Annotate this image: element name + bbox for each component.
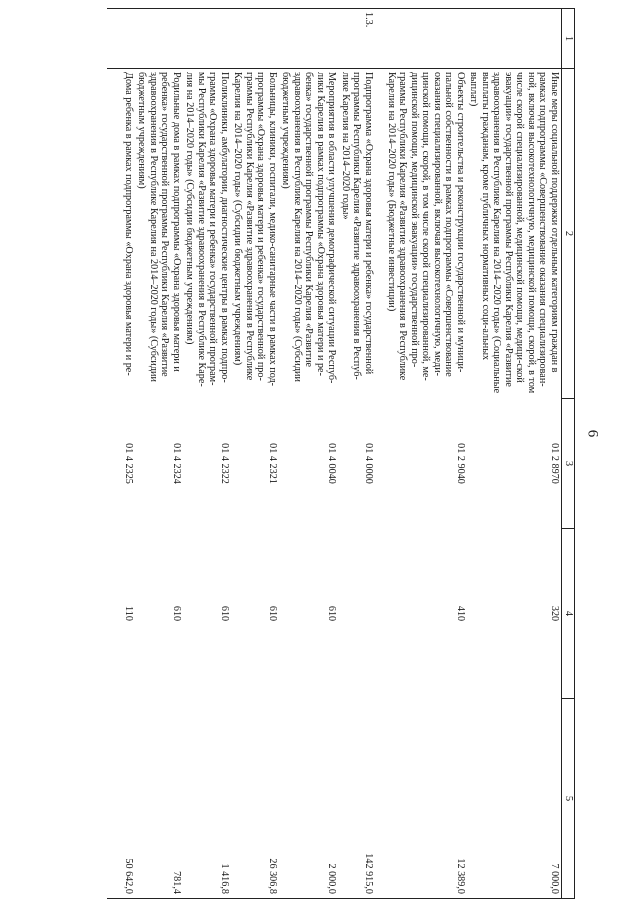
table-row [183,9,231,899]
header-col-2: 2 [562,69,575,399]
row-amount: 1 416,8 [183,699,231,899]
row-target-code: 01 4 0040 [326,443,338,484]
row-expense-type: 610 [267,605,278,622]
table-row [339,9,376,899]
row-target-code: 01 4 2322 [219,443,230,484]
row-expense-type: 610 [326,605,338,622]
row-target-code: 01 4 2324 [171,443,182,484]
table-row [375,9,467,899]
row-name: Мероприятия в области улучшения демографической ситуации Респуб-лики Карелия в рамках подпрограммы «Охрана здоровья матери и ре-бенка» государственной программы Республики Карелия «Развитие здравоохранения в Республике Карелия на 2014–2020 годы» (Субсидии бюджетным учреждениям) [279,69,339,399]
header-col-5: 5 [562,699,575,899]
row-expense-type: 320 [549,605,560,622]
row-name: Больницы, клиники, госпитали, медико-санитарные части в рамках под-программы «Охрана здоровья матери и ребенка» государственной про-граммы Республики Карелия «Развитие здравоохранения в Республике Карелия на 2014–2020 годы» (Субсидии бюджетным учреждениям) [231,69,279,399]
row-name: Иные меры социальной поддержки отдельным категориям граждан в рамках подпрограммы «Совершенствование оказания специализирован-ной, включая высокотехнологичную, медицинской помощи, скорой, в том числе скорой специализированной, медицинской помощи, медици-ской эвакуации» государственной программы Республики Карелия «Развитие здравоохранения в Республике Карелия на 2014–2020 годы» (Социальные выплаты гражданам, кроме публичных нормативных соци-альных выплат) [467,69,562,399]
row-number [107,9,135,69]
row-target-code: 01 2 8970 [549,443,560,484]
row-amount: 781,4 [135,699,183,899]
row-expense-type: 410 [455,605,466,622]
table-body [107,9,562,899]
row-amount: 7 000,0 [467,699,562,899]
row-number [231,9,279,69]
row-expense-type: 110 [123,606,134,621]
table-header-row [562,9,575,899]
table-row [107,9,135,899]
row-expense-type: 610 [171,605,182,622]
row-number [467,9,562,69]
header-col-3: 3 [562,399,575,529]
row-name: Подпрограмма «Охрана здоровья матери и ребенка» государственной программы Республики Карелия «Развитие здравоохранения в Респуб-лике Карелия на 2014–2020 годы» [339,69,376,399]
row-number [279,9,339,69]
row-number [183,9,231,69]
row-number [135,9,183,69]
row-name: Поликлиники, амбулатории, диагностические центры в рамках подпро-граммы «Охрана здоровья матери и ребенка» государственной програм-мы Республики Карелия «Развитие здравоохранения в Республике Каре-лия на 2014–2020 годы» (Субсидии бюджетным учреждениям) [183,69,231,399]
row-target-code: 01 4 2321 [267,443,278,484]
row-target-code: 01 2 9040 [455,443,466,484]
header-col-4: 4 [562,529,575,699]
row-number [375,9,467,69]
budget-table [107,8,575,899]
row-amount: 50 642,0 [107,699,135,899]
page-number: 6 [584,429,601,438]
row-amount: 2 000,0 [279,699,339,899]
row-expense-type [339,529,376,699]
row-amount: 26 306,8 [231,699,279,899]
row-name: Дома ребенка в рамках подпрограммы «Охрана здоровья матери и ре- [107,69,135,399]
row-target-code: 01 4 2325 [123,443,134,484]
table-row [135,9,183,899]
row-name: Объекты строительства и реконструкции государственной и муници-пальной собственности в рамках подпрограммы «Совершенствование оказания специализированной, включая высокотехнологичную, меди-цинской помощи, скорой, в том числе скорой специализированной, ме-дицинской помощи, медицинской эвакуации» государственной про-граммы Республики Карелия «Развитие здравоохранения в Республике Карелия на 2014–2020 годы» (Бюджетные инвестиции) [375,69,467,399]
row-name: Родильные дома в рамках подпрограммы «Охрана здоровья матери и ребенка» государственной программы Республики Карелия «Развитие здравоохранения в Республике Карелия на 2014–2020 годы» (Субсидии бюджетным учреждениям) [135,69,183,399]
table-row [467,9,562,899]
row-expense-type: 610 [219,605,230,622]
row-number: 1.3. [339,9,376,69]
budget-table-sheet [15,8,575,898]
row-amount: 12 389,0 [375,699,467,899]
table-row [231,9,279,899]
row-amount: 142 915,0 [339,699,376,899]
table-row [279,9,339,899]
row-target-code: 01 4 0000 [363,443,374,484]
header-col-1: 1 [562,9,575,69]
